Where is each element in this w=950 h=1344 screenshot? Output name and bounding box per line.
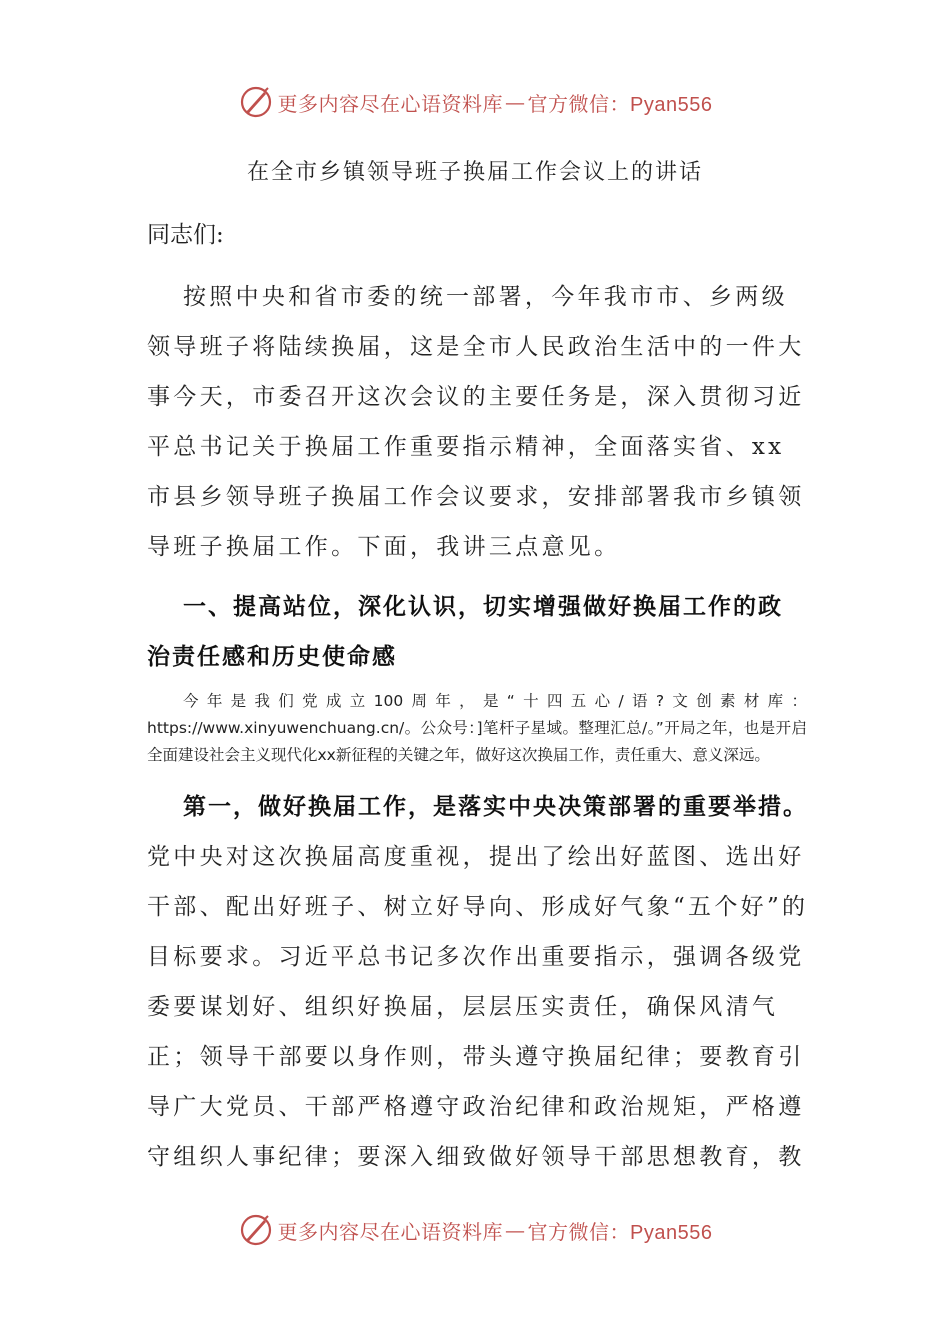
- first-point-lead: 第一，做好换届工作，是落实中央决策部署的重要举措。: [183, 794, 808, 820]
- document-title: 在全市乡镇领导班子换届工作会议上的讲话: [246, 160, 703, 185]
- quill-pen-logo-icon: [238, 1212, 274, 1248]
- banner-wechat-text: 官方微信：Pyan556: [527, 93, 713, 116]
- quill-pen-logo-icon: [238, 84, 274, 120]
- banner-dash: —: [505, 1218, 526, 1242]
- header-watermark-banner: [0, 82, 950, 122]
- paragraph-first-point: [147, 782, 819, 1182]
- section-heading-1: 一、提高站位，深化认识，切实增强做好换届工作的政治责任感和历史使命感: [147, 594, 783, 670]
- first-point-body: 党中央对这次换届高度重视，提出了绘出好蓝图、选出好干部、配出好班子、树立好导向、形成好气象“五个好”的目标要求。习近平总书记多次作出重要指示，强调各级党委要谋划好、组织好换届，层层压实责任，确保风清气正；领导干部要以身作则，带头遵守换届纪律；要教育引导广大党员、干部严格遵守政治纪律和政治规矩，严格遵守组织人事纪律；要深入细致做好领导干部思想教育，教: [147, 844, 809, 1170]
- paragraph-small-print: 今年是我们党成立100周年，是“十四五心/语?文创素材库：https://www.xinyuwenchuang.cn/。公众号：]笔杆子星域。整理汇总/。”开局之年，也是开启全面建设社会主义现代化xx新征程的关键之年，做好这次换届工作，责任重大、意义深远。: [147, 692, 807, 764]
- banner-wechat-text: 官方微信：Pyan556: [527, 1221, 713, 1244]
- banner-brand-text: 更多内容尽在心语资料库: [277, 1219, 504, 1244]
- greeting: 同志们:: [147, 222, 224, 248]
- banner-brand-text: 更多内容尽在心语资料库: [277, 91, 504, 116]
- paragraph-intro: 按照中央和省市委的统一部署，今年我市市、乡两级领导班子将陆续换届，这是全市人民政治生活中的一件大事今天，市委召开这次会议的主要任务是，深入贯彻习近平总书记关于换届工作重要指示精神，全面落实省、xx市县乡领导班子换届工作会议要求，安排部署我市乡镇领导班子换届工作。下面，我讲三点意见。: [147, 284, 805, 560]
- footer-watermark-banner: [0, 1210, 950, 1250]
- banner-dash: —: [505, 90, 526, 114]
